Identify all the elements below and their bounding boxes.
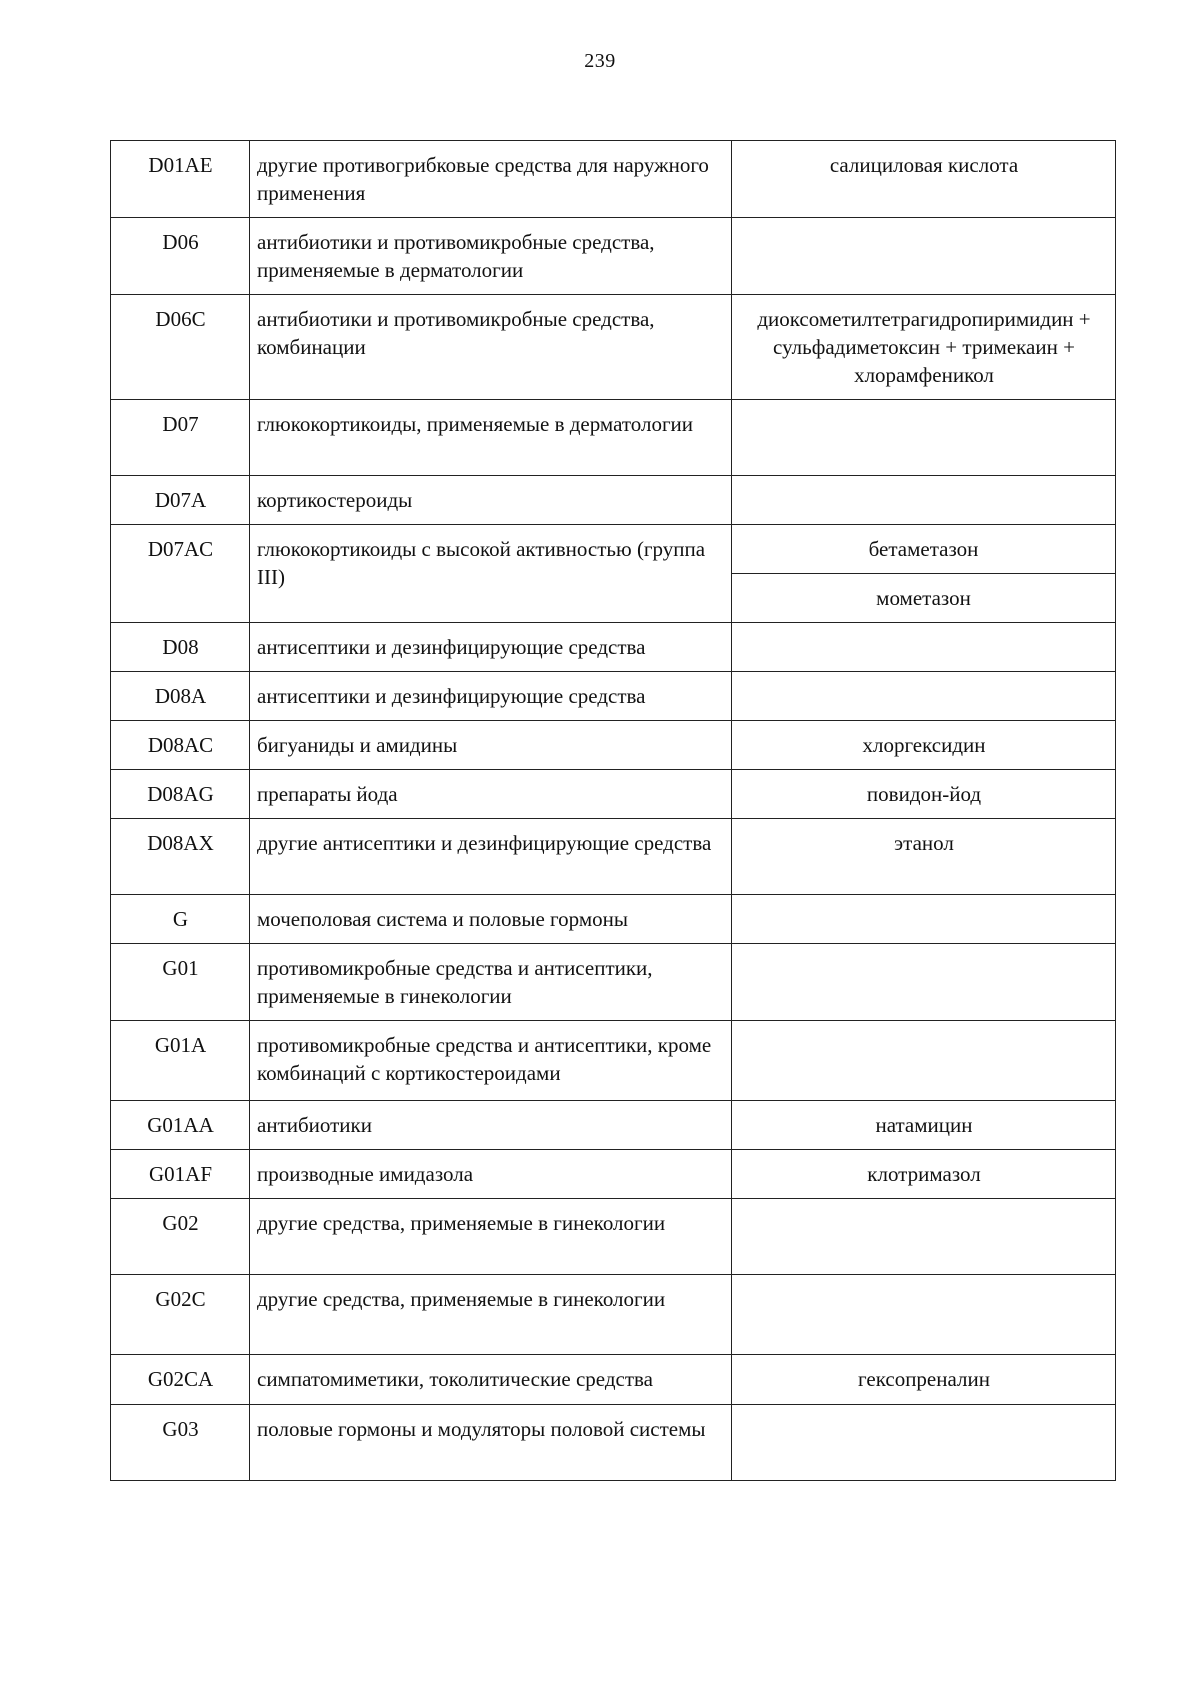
group-description-cell: другие антисептики и дезинфицирующие средства [250,819,732,895]
group-description-cell: антисептики и дезинфицирующие средства [250,623,732,672]
group-description-cell: половые гормоны и модуляторы половой системы [250,1405,732,1481]
group-description-cell: противомикробные средства и антисептики, применяемые в гинекологии [250,944,732,1021]
atc-code-cell: G02C [111,1275,250,1355]
atc-code-cell: D08AG [111,770,250,819]
group-description-cell: бигуаниды и амидины [250,721,732,770]
drug-name-cell: клотримазол [732,1150,1116,1199]
drug-name-cell: натамицин [732,1101,1116,1150]
group-description-cell: антибиотики и противомикробные средства, применяемые в дерматологии [250,218,732,295]
table-row [111,895,1116,944]
table-row [111,1199,1116,1275]
group-description-cell: кортикостероиды [250,476,732,525]
table-row [111,525,1116,623]
group-description-cell: мочеполовая система и половые гормоны [250,895,732,944]
drug-name-cell [732,1405,1116,1481]
drug-name-cell [732,672,1116,721]
group-description-cell: антибиотики [250,1101,732,1150]
table-row [111,1150,1116,1199]
atc-code-cell: D01AE [111,141,250,218]
table-row [111,1405,1116,1481]
group-description-cell: производные имидазола [250,1150,732,1199]
page-number: 239 [584,50,616,72]
atc-code-cell: G01 [111,944,250,1021]
drug-name-cell [732,525,1116,623]
drug-name-cell [732,1021,1116,1101]
drug-name-entry: мометазон [732,573,1115,622]
group-description-cell: глюкокортикоиды, применяемые в дерматологии [250,400,732,476]
group-description-cell: антисептики и дезинфицирующие средства [250,672,732,721]
table-row [111,295,1116,400]
atc-code-cell: G01AA [111,1101,250,1150]
group-description-cell: антибиотики и противомикробные средства, комбинации [250,295,732,400]
table-row [111,1355,1116,1405]
table-row [111,944,1116,1021]
atc-code-cell: D07A [111,476,250,525]
table-row [111,1275,1116,1355]
drug-name-cell [732,895,1116,944]
table-row [111,721,1116,770]
atc-code-cell: D08 [111,623,250,672]
table-row [111,819,1116,895]
table-row [111,218,1116,295]
atc-code-cell: D06 [111,218,250,295]
drug-name-cell: салициловая кислота [732,141,1116,218]
atc-code-cell: D08AX [111,819,250,895]
drug-name-cell [732,944,1116,1021]
drug-name-cell: этанол [732,819,1116,895]
atc-code-cell: G01AF [111,1150,250,1199]
drug-name-cell [732,1275,1116,1355]
drug-name-cell [732,623,1116,672]
table-row [111,141,1116,218]
drug-name-cell: повидон-йод [732,770,1116,819]
atc-code-cell: G02CA [111,1355,250,1405]
drug-name-cell [732,400,1116,476]
table-row [111,770,1116,819]
table-row [111,1021,1116,1101]
group-description-cell: препараты йода [250,770,732,819]
table-row [111,672,1116,721]
group-description-cell: противомикробные средства и антисептики, кроме комбинаций с кортикостероидами [250,1021,732,1101]
table-row [111,1101,1116,1150]
drug-name-cell [732,218,1116,295]
atc-code-cell: D08AC [111,721,250,770]
table-row [111,476,1116,525]
group-description-cell: симпатомиметики, токолитические средства [250,1355,732,1405]
group-description-cell: глюкокортикоиды с высокой активностью (группа III) [250,525,732,623]
atc-code-cell: D07AC [111,525,250,623]
drug-name-cell: гексопреналин [732,1355,1116,1405]
atc-code-cell: D08A [111,672,250,721]
table-row [111,623,1116,672]
drug-name-cell [732,1199,1116,1275]
table-row [111,400,1116,476]
atc-code-cell: D06C [111,295,250,400]
atc-code-cell: G03 [111,1405,250,1481]
drug-name-cell: диоксометилтетрагидропиримидин + сульфадиметоксин + тримекаин + хлорамфеникол [732,295,1116,400]
atc-code-cell: D07 [111,400,250,476]
atc-classification-table [110,140,1116,1481]
table-body [111,141,1116,1481]
drug-name-entry: бетаметазон [868,537,979,561]
group-description-cell: другие средства, применяемые в гинекологии [250,1199,732,1275]
atc-code-cell: G [111,895,250,944]
group-description-cell: другие противогрибковые средства для наружного применения [250,141,732,218]
drug-name-cell [732,476,1116,525]
group-description-cell: другие средства, применяемые в гинекологии [250,1275,732,1355]
drug-name-cell: хлоргексидин [732,721,1116,770]
atc-code-cell: G01A [111,1021,250,1101]
atc-code-cell: G02 [111,1199,250,1275]
